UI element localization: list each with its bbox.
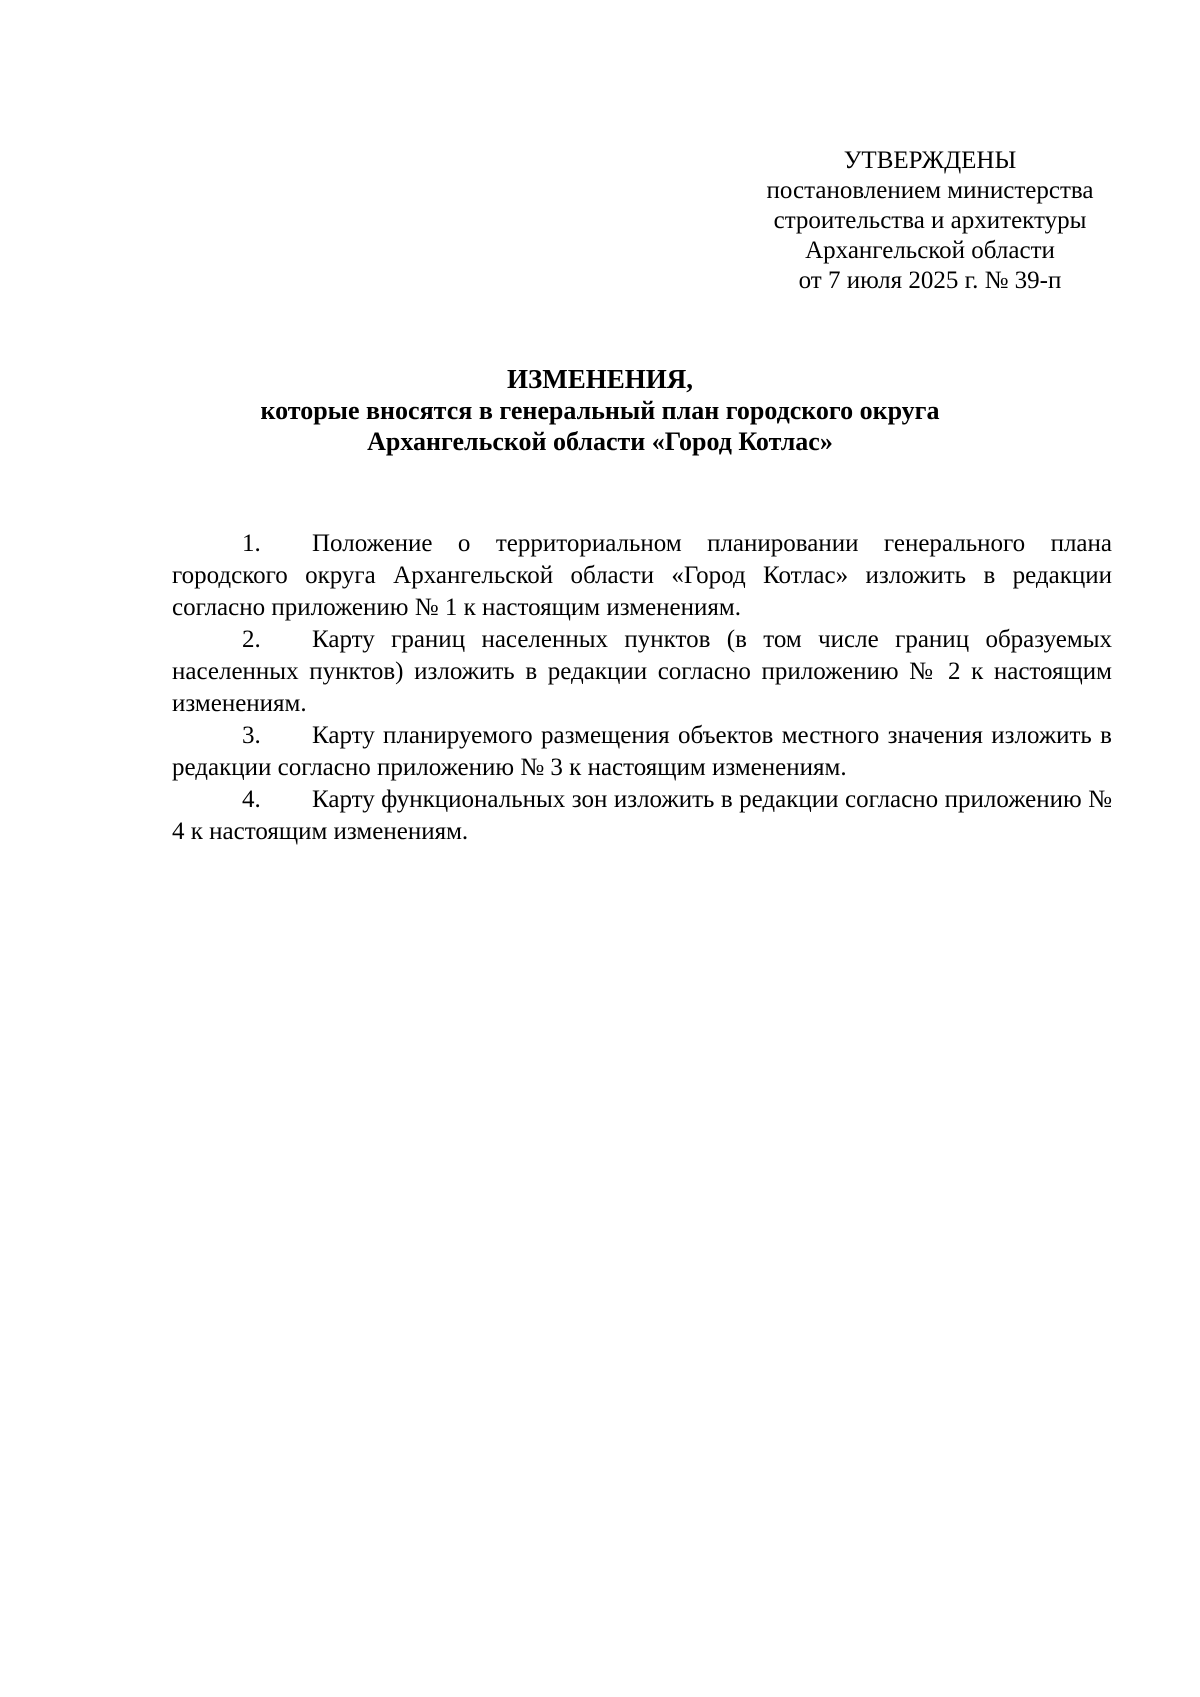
document-title: ИЗМЕНЕНИЯ,: [506, 364, 693, 394]
change-item-number: 1.: [242, 530, 261, 557]
document-subtitle-line-2: Архангельской области «Город Котлас»: [367, 427, 833, 456]
change-item-2: [172, 624, 1112, 720]
change-item-number: 2.: [242, 626, 261, 653]
document-subtitle-line-1: которые вносятся в генеральный план городского округа: [260, 396, 940, 425]
change-item-text: Карту планируемого размещения объектов местного значения изложить в редакции согласно приложению № 3 к настоящим изменениям.: [172, 722, 1112, 781]
change-item-text: Положение о территориальном планировании генерального плана городского округа Архангельской области «Город Котлас» изложить в редакции согласно приложению № 1 к настоящим изменениям.: [172, 530, 1112, 621]
approval-line-date-number: от 7 июля 2025 г. № 39-п: [798, 267, 1062, 294]
change-item-1: [172, 528, 1112, 624]
approval-heading: УТВЕРЖДЕНЫ: [843, 147, 1017, 174]
approval-line-region: Архангельской области: [805, 237, 1055, 264]
changes-list: [172, 528, 1112, 848]
approval-line-issuer: постановлением министерства: [766, 177, 1094, 204]
change-item-4: [172, 784, 1112, 848]
change-item-3: [172, 720, 1112, 784]
change-item-number: 3.: [242, 722, 261, 749]
change-item-number: 4.: [242, 786, 261, 813]
approval-line-ministry: строительства и архитектуры: [773, 207, 1087, 234]
change-item-text: Карту функциональных зон изложить в редакции согласно приложению № 4 к настоящим изменениям.: [172, 786, 1112, 845]
approval-stamp-block: [740, 146, 1120, 296]
document-title-block: [150, 364, 1050, 457]
change-item-text: Карту границ населенных пунктов (в том числе границ образуемых населенных пунктов) изложить в редакции согласно приложению № 2 к настоящим изменениям.: [172, 626, 1112, 717]
